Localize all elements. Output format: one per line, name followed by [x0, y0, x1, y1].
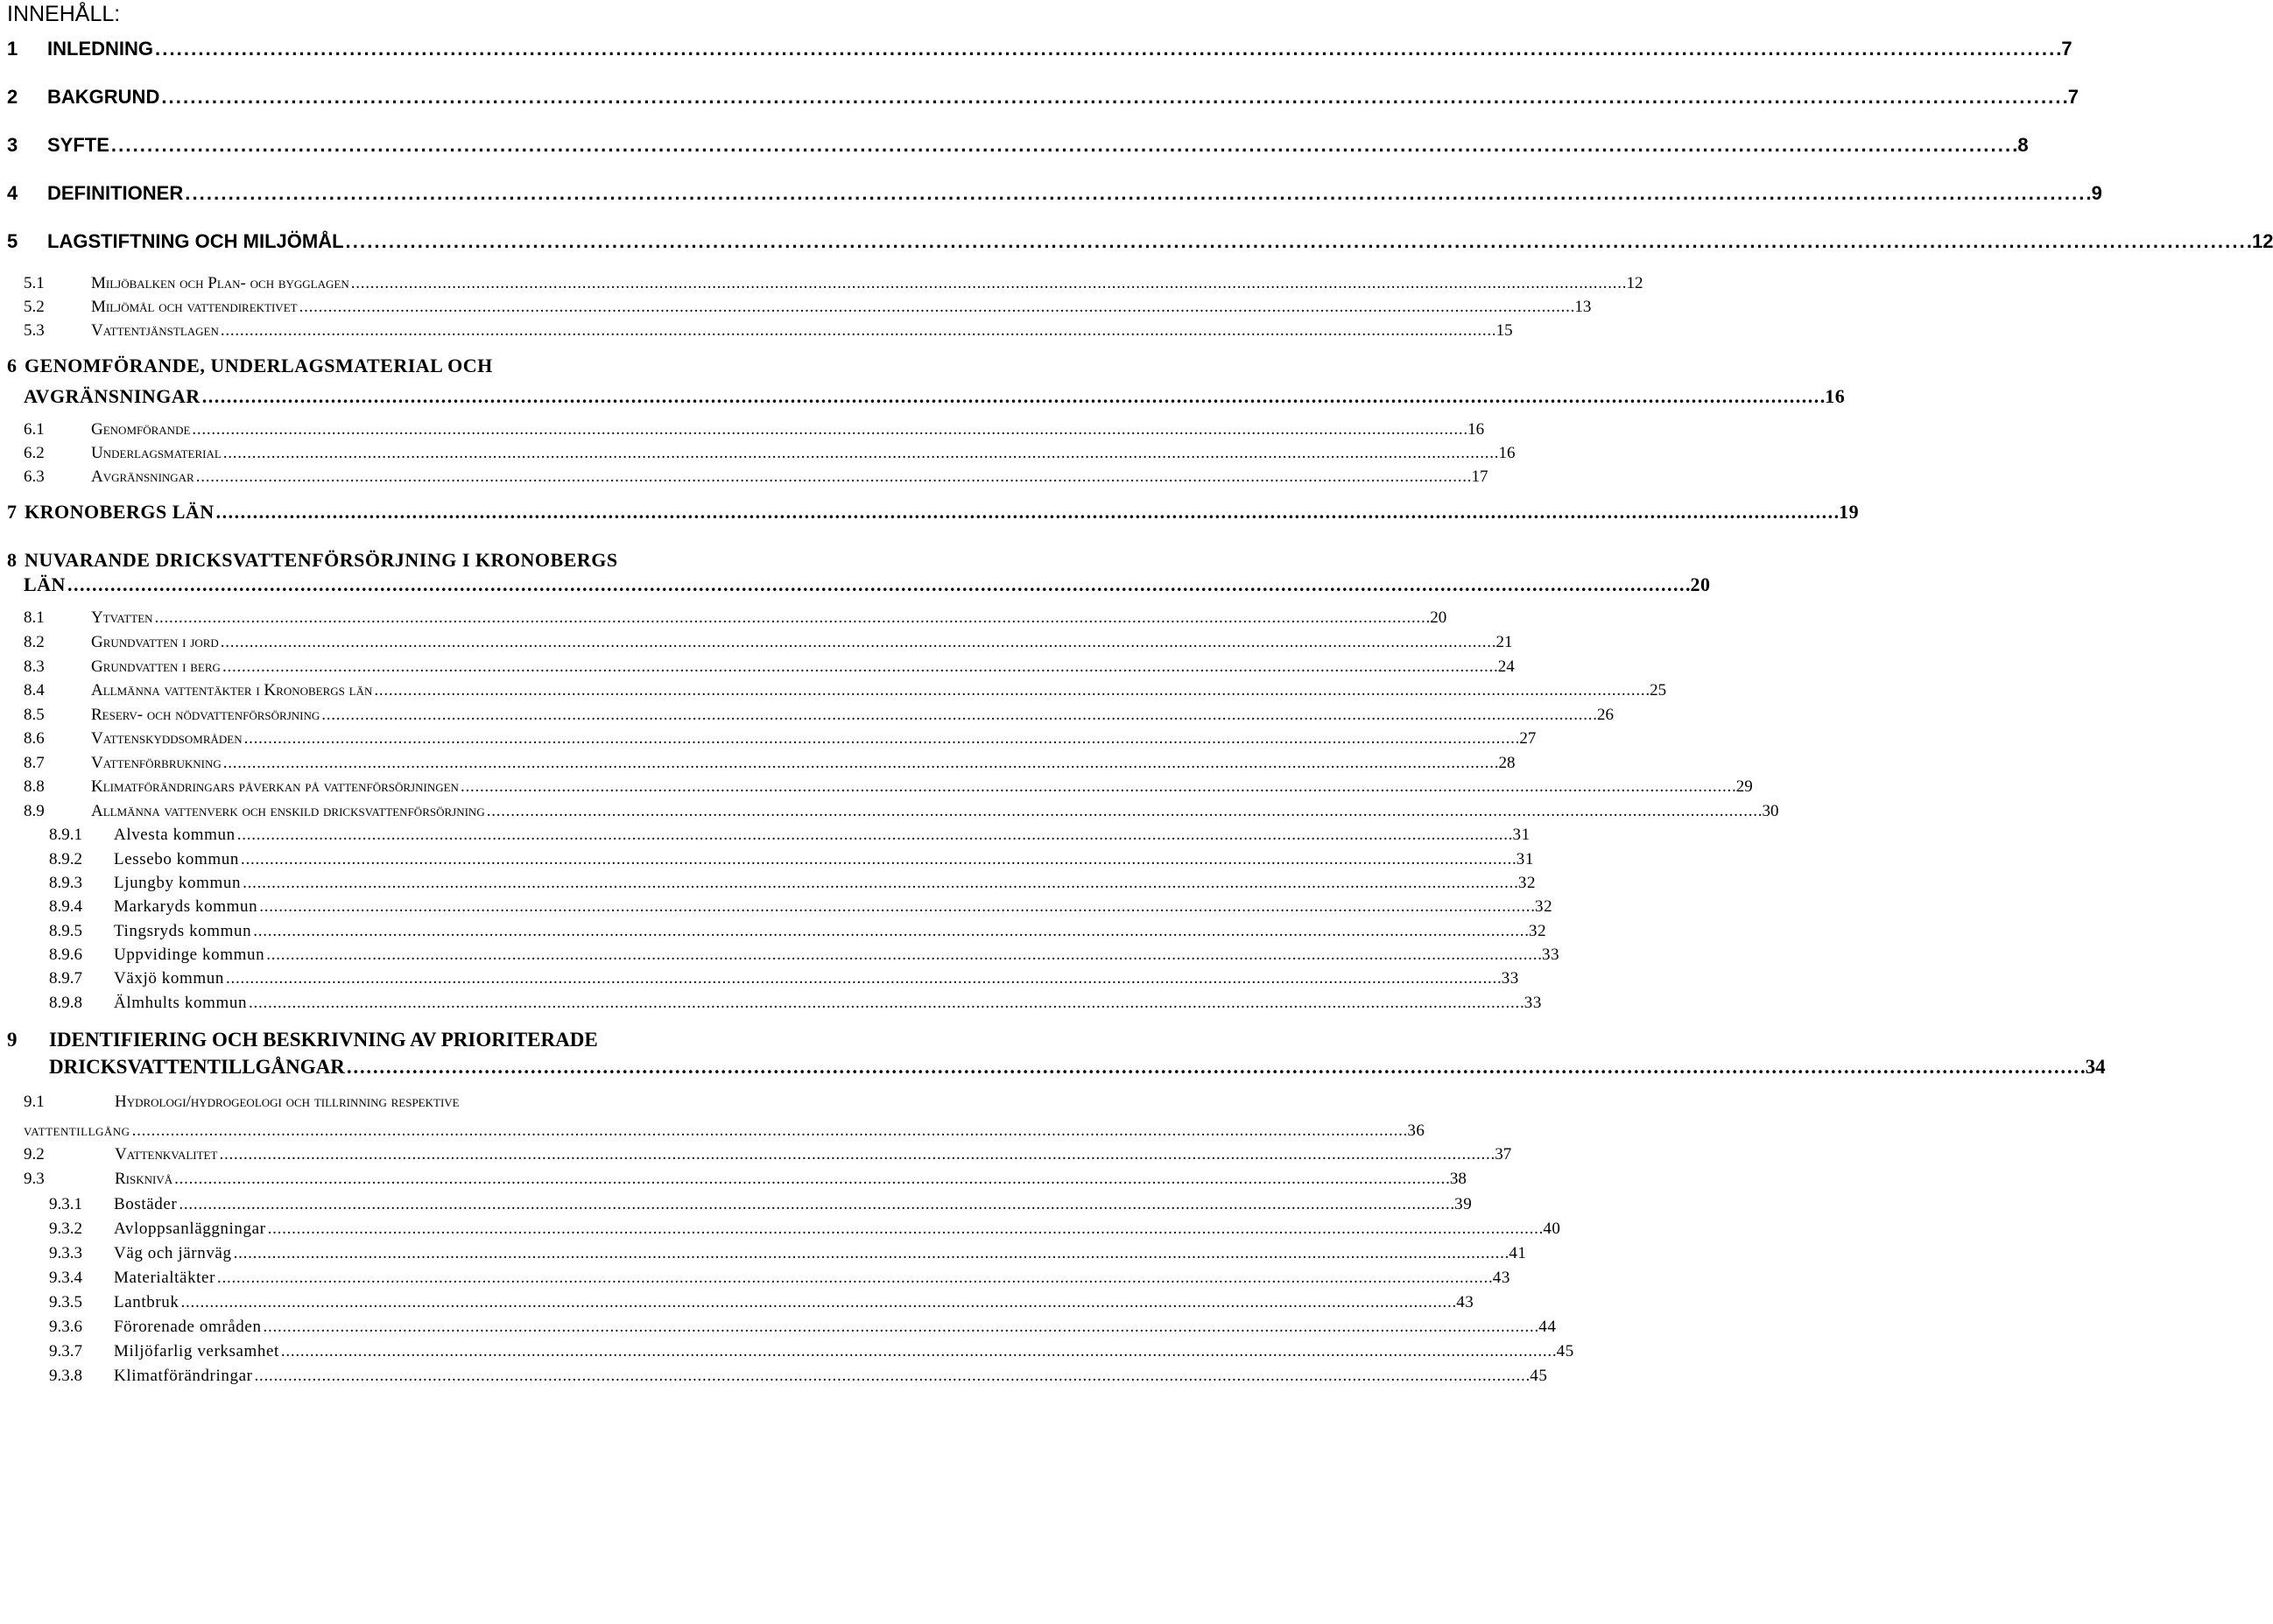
toc-page-number: 38 — [1449, 1170, 1467, 1188]
dot-leader — [161, 86, 2065, 109]
toc-entry-title: NUVARANDE DRICKSVATTENFÖRSÖRJNING I KRONOBERGS — [25, 549, 618, 571]
toc-page-number: 7 — [2061, 38, 2072, 60]
toc-entry-number: 9.3.2 — [49, 1220, 82, 1238]
dot-leader — [264, 1318, 1538, 1337]
dot-leader — [487, 802, 1761, 821]
toc-entry[interactable] — [49, 1318, 1557, 1337]
toc-entry[interactable] — [49, 1269, 1510, 1288]
toc-page-number: 12 — [1626, 274, 1643, 292]
toc-entry[interactable] — [49, 826, 1531, 845]
toc-entry-number: 1 — [7, 38, 18, 60]
toc-entry-title: Klimatförändringars påverkan på vattenförsörjningen — [91, 777, 459, 796]
toc-entry-title: Förorenade områden — [114, 1318, 262, 1336]
toc-page-number: 31 — [1516, 850, 1534, 868]
toc-page-number: 27 — [1519, 729, 1537, 748]
toc-page-number: 43 — [1456, 1293, 1474, 1311]
dot-leader — [243, 874, 1517, 893]
toc-entry[interactable] — [24, 444, 1516, 463]
dot-leader — [223, 444, 1497, 463]
dot-leader — [111, 134, 2016, 157]
dot-leader — [67, 573, 1689, 596]
dot-leader — [217, 1269, 1491, 1288]
toc-entry-title: Miljöfarlig verksamhet — [114, 1342, 279, 1360]
dot-leader — [219, 1145, 1493, 1164]
toc-entry-title: Reserv- och nödvattenförsörjning — [91, 706, 320, 724]
toc-page-number: 25 — [1650, 681, 1667, 700]
toc-entry-number: 9.3 — [24, 1170, 45, 1188]
toc-entry-number: 7 — [7, 501, 18, 523]
toc-entry-number: 8.9.5 — [49, 922, 82, 940]
dot-leader — [132, 1121, 1406, 1141]
toc-entry[interactable] — [49, 922, 1547, 941]
toc-entry-number: 9.3.8 — [49, 1367, 82, 1385]
dot-leader — [155, 38, 2059, 60]
dot-leader — [244, 729, 1518, 749]
toc-entry[interactable] — [24, 420, 1485, 439]
toc-entry[interactable] — [7, 549, 830, 572]
toc-entry-number: 8.3 — [24, 657, 45, 676]
toc-entry-number: 8.9.4 — [49, 897, 82, 916]
toc-entry-title: Ytvatten — [91, 608, 153, 627]
toc-entry-title: LAGSTIFTNING OCH MILJÖMÅL — [47, 230, 344, 252]
toc-entry-number: 9.3.6 — [49, 1318, 82, 1336]
toc-entry-number: 9.3.7 — [49, 1342, 82, 1360]
toc-entry[interactable] — [49, 969, 1519, 988]
toc-page-number: 33 — [1541, 946, 1560, 964]
dot-leader — [321, 706, 1595, 725]
toc-entry-title: Klimatförändringar — [114, 1367, 253, 1385]
toc-entry-number: 5.1 — [24, 274, 45, 292]
toc-page-number: 36 — [1407, 1121, 1425, 1140]
toc-entry-number: 3 — [7, 134, 18, 156]
dot-leader — [241, 850, 1515, 869]
toc-entry-number: 9.1 — [24, 1093, 45, 1111]
toc-entry-title: IDENTIFIERING OCH BESKRIVNING AV PRIORITERADE — [49, 1029, 598, 1051]
toc-entry-number: 9.3.3 — [49, 1244, 82, 1262]
toc-page-number: 33 — [1524, 994, 1542, 1012]
dot-leader — [174, 1170, 1448, 1189]
toc-entry-number: 6.2 — [24, 444, 45, 462]
toc-entry-title: Vattenförbrukning — [91, 754, 222, 772]
toc-entry-title: Markaryds kommun — [114, 897, 258, 916]
toc-entry[interactable] — [24, 657, 1515, 677]
toc-entry[interactable] — [49, 1244, 1527, 1263]
toc-page-number: 32 — [1517, 874, 1537, 892]
toc-entry-number: 8.9.8 — [49, 994, 82, 1012]
toc-entry-number: 8 — [7, 549, 18, 571]
toc-entry[interactable] — [7, 86, 2079, 109]
toc-entry[interactable] — [49, 1195, 1473, 1214]
toc-page-number: 30 — [1762, 802, 1779, 820]
toc-entry[interactable] — [24, 1170, 1467, 1189]
dot-leader — [216, 501, 1838, 524]
toc-page-number: 19 — [1839, 501, 1860, 523]
toc-entry-title: Lessebo kommun — [114, 850, 239, 868]
toc-page-number: 7 — [2067, 86, 2079, 108]
toc-heading: INNEHÅLL: — [7, 2, 121, 26]
toc-entry-number: 8.6 — [24, 729, 45, 748]
toc-entry-title: Avloppsanläggningar — [114, 1220, 266, 1238]
toc-entry[interactable] — [7, 355, 830, 377]
toc-page-number: 44 — [1538, 1318, 1557, 1336]
toc-entry[interactable] — [49, 946, 1560, 965]
toc-entry[interactable] — [24, 802, 1779, 821]
toc-entry-number: 8.4 — [24, 681, 45, 700]
toc-entry-title: Lantbruk — [114, 1293, 179, 1311]
toc-entry-title: Hydrologi/hydrogeologi och tillrinning respektive — [115, 1093, 460, 1111]
toc-entry[interactable] — [7, 230, 2273, 253]
toc-entry-number: 8.5 — [24, 706, 45, 724]
toc-entry-number: 8.9 — [24, 802, 45, 820]
toc-page-number: 41 — [1509, 1244, 1527, 1262]
toc-entry-number: 8.7 — [24, 754, 45, 772]
toc-entry[interactable] — [24, 608, 1447, 628]
toc-entry-title: Grundvatten i berg — [91, 657, 221, 676]
toc-entry[interactable] — [24, 777, 1753, 797]
toc-entry-title: GENOMFÖRANDE, UNDERLAGSMATERIAL OCH — [25, 355, 493, 376]
toc-entry[interactable] — [24, 1145, 1512, 1164]
toc-entry-number: 8.9.7 — [49, 969, 82, 988]
dot-leader — [347, 1056, 2084, 1079]
toc-entry-number: 9.3.4 — [49, 1269, 82, 1287]
toc-entry-number: 9.3.5 — [49, 1293, 82, 1311]
toc-entry-title: Bostäder — [114, 1195, 178, 1213]
toc-entry[interactable] — [7, 38, 2072, 60]
toc-entry[interactable] — [49, 994, 1542, 1013]
toc-entry[interactable] — [49, 1056, 2106, 1079]
toc-entry-title: Miljömål och vattendirektivet — [91, 298, 298, 316]
toc-entry-title: Vattenkvalitet — [115, 1145, 218, 1164]
toc-entry[interactable] — [24, 681, 1667, 700]
toc-page-number: 34 — [2085, 1056, 2106, 1078]
toc-entry-number: 8.9.3 — [49, 874, 82, 892]
toc-page-number: 31 — [1512, 826, 1531, 844]
toc-entry-title: Risknivå — [115, 1170, 173, 1188]
toc-entry-title: vattentillgång — [24, 1121, 130, 1140]
toc-entry-title: SYFTE — [47, 134, 109, 156]
toc-entry-title: AVGRÄNSNINGAR — [24, 385, 201, 407]
toc-entry-title: Älmhults kommun — [114, 994, 248, 1012]
dot-leader — [351, 274, 1625, 293]
toc-page-number: 29 — [1735, 777, 1753, 796]
dot-leader — [179, 1195, 1453, 1214]
dot-leader — [253, 922, 1527, 941]
toc-entry[interactable] — [49, 1342, 1574, 1361]
toc-entry-title: Vattenskyddsområden — [91, 729, 243, 748]
toc-page-number: 37 — [1495, 1145, 1512, 1164]
toc-entry-title: INLEDNING — [47, 38, 153, 60]
toc-page-number: 8 — [2017, 134, 2029, 156]
toc-page-number: 21 — [1495, 633, 1513, 651]
toc-entry-number: 6.1 — [24, 420, 45, 439]
toc-entry-title: Uppvidinge kommun — [114, 946, 265, 964]
toc-entry-title: Växjö kommun — [114, 969, 224, 988]
toc-entry[interactable] — [49, 1367, 1548, 1386]
toc-entry[interactable] — [7, 1029, 830, 1051]
toc-entry-title: Grundvatten i jord — [91, 633, 219, 651]
dot-leader — [221, 633, 1495, 652]
toc-entry-number: 6.3 — [24, 468, 45, 486]
toc-page-number: 32 — [1529, 922, 1547, 940]
toc-entry-number: 9 — [7, 1029, 18, 1051]
toc-entry[interactable] — [24, 274, 1643, 293]
toc-entry-number: 8.8 — [24, 777, 45, 796]
toc-entry-title: Vattentjänstlagen — [91, 321, 219, 340]
dot-leader — [155, 608, 1429, 628]
toc-entry-number: 5 — [7, 230, 18, 252]
dot-leader — [259, 897, 1533, 917]
toc-page-number: 39 — [1454, 1195, 1473, 1213]
toc-page-number: 9 — [2091, 182, 2102, 204]
dot-leader — [202, 385, 1824, 408]
dot-leader — [461, 777, 1735, 797]
toc-entry-title: Ljungby kommun — [114, 874, 242, 892]
toc-page-number: 32 — [1534, 897, 1553, 916]
toc-entry-title: Underlagsmaterial — [91, 444, 222, 462]
toc-page-number: 26 — [1597, 706, 1614, 724]
dot-leader — [268, 1220, 1542, 1239]
toc-entry-title: BAKGRUND — [47, 86, 160, 108]
toc-entry-title: DEFINITIONER — [47, 182, 184, 204]
toc-page-number: 15 — [1495, 321, 1513, 340]
toc-entry-title: Alvesta kommun — [114, 826, 236, 844]
toc-entry[interactable] — [49, 897, 1553, 917]
toc-entry[interactable] — [49, 1293, 1474, 1312]
toc-page-number: 16 — [1498, 444, 1516, 462]
toc-page-number: 24 — [1497, 657, 1515, 676]
toc-entry-title: KRONOBERGS LÄN — [25, 501, 215, 523]
dot-leader — [222, 657, 1496, 677]
toc-page-number: 28 — [1498, 754, 1516, 772]
toc-page-number: 20 — [1430, 608, 1447, 627]
toc-entry-title: Tingsryds kommun — [114, 922, 252, 940]
toc-entry[interactable] — [7, 501, 1860, 524]
toc-entry-title: Allmänna vattentäkter i Kronobergs län — [91, 681, 373, 700]
toc-entry[interactable] — [24, 298, 1592, 317]
toc-page-number: 20 — [1690, 573, 1711, 595]
dot-leader — [255, 1367, 1529, 1386]
dot-leader — [226, 969, 1500, 988]
dot-leader — [180, 1293, 1454, 1312]
dot-leader — [249, 994, 1523, 1013]
toc-page-number: 45 — [1556, 1342, 1574, 1360]
toc-page-number: 43 — [1492, 1269, 1510, 1287]
dot-leader — [374, 681, 1648, 700]
toc-entry[interactable] — [24, 1093, 830, 1112]
toc-entry-number: 8.1 — [24, 608, 45, 627]
toc-entry-number: 6 — [7, 355, 18, 376]
toc-entry[interactable] — [49, 850, 1534, 869]
toc-entry[interactable] — [24, 754, 1516, 773]
toc-entry[interactable] — [24, 1121, 1425, 1141]
toc-page-number: 13 — [1574, 298, 1592, 316]
toc-entry-number: 9.2 — [24, 1145, 45, 1164]
toc-entry-title: Genomförande — [91, 420, 191, 439]
toc-entry-title: Avgränsningar — [91, 468, 194, 486]
toc-entry-title: DRICKSVATTENTILLGÅNGAR — [49, 1056, 345, 1078]
toc-page-number: 33 — [1501, 969, 1519, 988]
dot-leader — [234, 1244, 1508, 1263]
toc-entry-number: 8.9.6 — [49, 946, 82, 964]
toc-entry-number: 2 — [7, 86, 18, 108]
toc-page-number: 16 — [1825, 385, 1846, 407]
toc-entry[interactable] — [24, 706, 1614, 725]
toc-entry-title: Allmänna vattenverk och enskild dricksvattenförsörjning — [91, 802, 485, 820]
toc-entry[interactable] — [49, 1220, 1561, 1239]
toc-entry-number: 5.2 — [24, 298, 45, 316]
toc-entry-number: 8.2 — [24, 633, 45, 651]
toc-page-number: 17 — [1471, 468, 1488, 486]
dot-leader — [237, 826, 1511, 845]
toc-page-number: 45 — [1530, 1367, 1548, 1385]
toc-entry[interactable] — [24, 468, 1488, 487]
toc-entry-number: 8.9.1 — [49, 826, 82, 844]
toc-entry-number: 5.3 — [24, 321, 45, 340]
toc-entry[interactable] — [7, 134, 2029, 157]
dot-leader — [192, 420, 1466, 439]
toc-entry[interactable] — [24, 729, 1537, 749]
toc-page-number: 16 — [1467, 420, 1485, 439]
toc-entry[interactable] — [7, 182, 2102, 205]
dot-leader — [185, 182, 2089, 205]
dot-leader — [196, 468, 1470, 487]
dot-leader — [346, 230, 2250, 253]
toc-entry-number: 9.3.1 — [49, 1195, 82, 1213]
toc-entry[interactable] — [49, 874, 1537, 893]
toc-entry-title: Miljöbalken och Plan- och bygglagen — [91, 274, 349, 292]
dot-leader — [266, 946, 1540, 965]
toc-entry-title: Väg och järnväg — [114, 1244, 232, 1262]
toc-entry-title: Materialtäkter — [114, 1269, 216, 1287]
dot-leader — [223, 754, 1497, 773]
toc-entry[interactable] — [24, 321, 1513, 341]
toc-page-number: 40 — [1543, 1220, 1561, 1238]
dot-leader — [299, 298, 1573, 317]
toc-entry-title: LÄN — [24, 573, 66, 595]
toc-entry-number: 4 — [7, 182, 18, 204]
toc-page-number: 12 — [2251, 230, 2273, 252]
dot-leader — [281, 1342, 1555, 1361]
toc-entry[interactable] — [24, 633, 1513, 652]
toc-entry[interactable] — [24, 385, 1846, 408]
toc-entry-number: 8.9.2 — [49, 850, 82, 868]
dot-leader — [221, 321, 1495, 341]
toc-entry[interactable] — [24, 573, 1711, 596]
